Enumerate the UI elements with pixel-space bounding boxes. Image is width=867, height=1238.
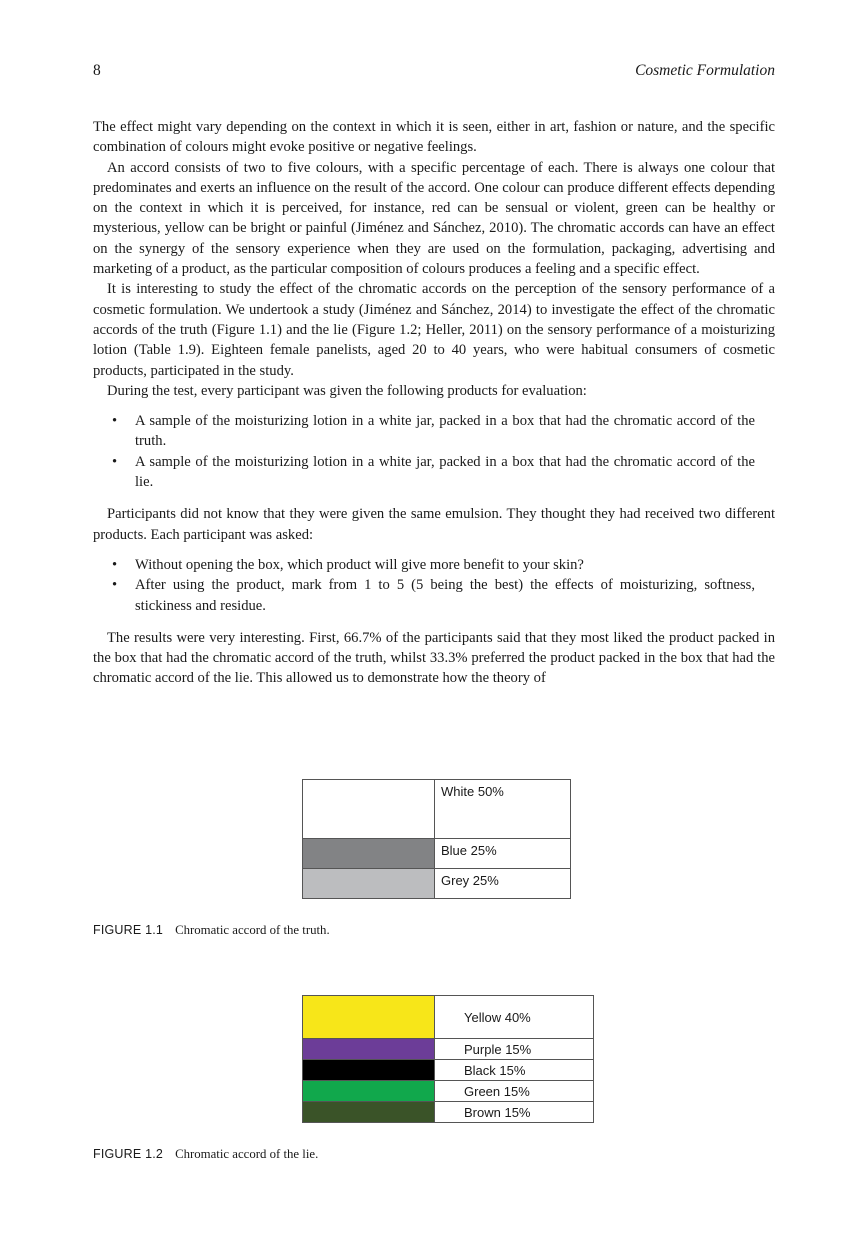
swatch-brown	[303, 1102, 435, 1123]
swatch-row	[303, 839, 571, 869]
swatch-row	[303, 996, 594, 1039]
swatch-label: Black 15%	[435, 1060, 594, 1081]
swatch-label: Blue 25%	[435, 839, 571, 869]
swatch-row	[303, 780, 571, 839]
swatch-row	[303, 1081, 594, 1102]
swatch-label: Green 15%	[435, 1081, 594, 1102]
figure-1-2-swatch-table	[302, 995, 594, 1123]
list-item: • After using the product, mark from 1 to 5 (5 being the best) the effects of moisturizing, softness, stickiness and residue.	[112, 577, 755, 614]
swatch-white	[303, 780, 435, 839]
swatch-row	[303, 1102, 594, 1123]
bullet-list	[93, 555, 775, 616]
swatch-yellow	[303, 996, 435, 1039]
page-number: 8	[93, 62, 101, 79]
paragraph: An accord consists of two to five colours, with a specific percentage of each. There is always one colour that predominates and exerts an influence on the result of the accord. One colour can produce different effects depending on the context in which it is perceived, for instance, red can be sensual or violent, green can be healthy or mysterious, yellow can be bright or painful (Jiménez and Sánchez, 2010). The chromatic accords can have an effect on the synergy of the sensory experience when they are used on the formulation, packaging, advertising and marketing of a product, as the particular composition of colours produces a feeling and a specific effect.	[93, 159, 775, 278]
list-item: • A sample of the moisturizing lotion in a white jar, packed in a box that had the chromatic accord of the lie.	[112, 453, 755, 491]
figure-1-1-swatch-table	[302, 779, 571, 899]
figure-caption-text: Chromatic accord of the lie.	[175, 1147, 319, 1161]
bullet-list	[93, 411, 775, 492]
swatch-row	[303, 1039, 594, 1060]
swatch-blue	[303, 839, 435, 869]
page-header	[93, 62, 775, 84]
figure-1-2-caption	[93, 1147, 318, 1162]
swatch-green	[303, 1081, 435, 1102]
list-item-text: Without opening the box, which product will give more benefit to your skin?	[135, 556, 584, 573]
list-item-text: A sample of the moisturizing lotion in a white jar, packed in a box that had the chromatic accord of the lie.	[135, 453, 755, 491]
figure-label: FIGURE 1.1	[93, 923, 164, 937]
paragraph: During the test, every participant was given the following products for evaluation:	[107, 382, 587, 399]
swatch-label: Yellow 40%	[435, 996, 594, 1039]
swatch-row	[303, 869, 571, 899]
running-title: Cosmetic Formulation	[635, 62, 775, 79]
swatch-purple	[303, 1039, 435, 1060]
figure-1-1-caption	[93, 923, 330, 938]
paragraph: The results were very interesting. First, 66.7% of the participants said that they most liked the product packed in the box that had the chromatic accord of the truth, whilst 33.3% preferred the product packed in the box that had the chromatic accord of the lie. This allowed us to demonstrate how the theory of	[93, 629, 775, 687]
list-item-text: After using the product, mark from 1 to 5 (5 being the best) the effects of moisturizing, softness, stickiness and residue.	[135, 577, 755, 614]
swatch-row	[303, 1060, 594, 1081]
swatch-grey	[303, 869, 435, 899]
swatch-label: White 50%	[435, 780, 571, 839]
swatch-black	[303, 1060, 435, 1081]
figure-label: FIGURE 1.2	[93, 1147, 164, 1161]
list-item: • Without opening the box, which product will give more benefit to your skin?	[112, 556, 584, 573]
figure-caption-text: Chromatic accord of the truth.	[175, 923, 330, 937]
list-item-text: A sample of the moisturizing lotion in a white jar, packed in a box that had the chromatic accord of the truth.	[135, 413, 755, 450]
swatch-label: Grey 25%	[435, 869, 571, 899]
swatch-label: Brown 15%	[435, 1102, 594, 1123]
list-item: • A sample of the moisturizing lotion in a white jar, packed in a box that had the chromatic accord of the truth.	[112, 413, 755, 450]
swatch-label: Purple 15%	[435, 1039, 594, 1060]
paragraph: Participants did not know that they were given the same emulsion. They thought they had received two different products. Each participant was asked:	[93, 506, 775, 543]
paragraph: It is interesting to study the effect of the chromatic accords on the perception of the sensory performance of a cosmetic formulation. We undertook a study (Jiménez and Sánchez, 2014) to investigate the effect of the chromatic accords of the truth (Figure 1.1) and the lie (Figure 1.2; Heller, 2011) on the sensory performance of a moisturizing lotion (Table 1.9). Eighteen female panelists, aged 20 to 40 years, who were habitual consumers of cosmetic products, participated in the study.	[93, 281, 775, 379]
paragraph: The effect might vary depending on the context in which it is seen, either in art, fashion or nature, and the specific combination of colours might evoke positive or negative feelings.	[93, 119, 775, 156]
body-text	[93, 117, 775, 689]
